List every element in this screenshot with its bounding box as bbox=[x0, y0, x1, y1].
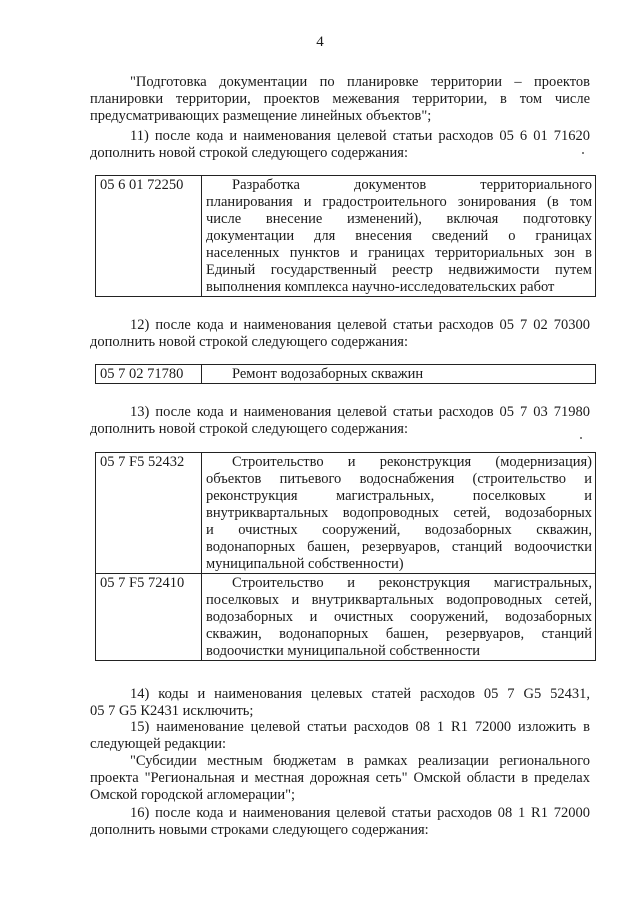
text-line: выполнения комплекса научно-исследовательских работ bbox=[206, 279, 555, 295]
name-cell bbox=[202, 574, 596, 661]
text-line: 13) после кода и наименования целевой статьи расходов 05 7 03 71980 bbox=[130, 404, 590, 420]
text-line: проекта "Региональная и местная дорожная сеть" Омской области в пределах bbox=[90, 770, 590, 786]
page-number: 4 bbox=[316, 34, 324, 50]
text-line: муниципальной собственности) bbox=[206, 556, 404, 572]
text-line: Строительство и реконструкция магистральных, bbox=[232, 575, 592, 591]
amendment-item-13 bbox=[90, 404, 590, 438]
amendment-item-16 bbox=[90, 805, 590, 839]
text-line: и очистных сооружений, водозаборных скважин, bbox=[206, 522, 592, 538]
amendment-item-11 bbox=[90, 128, 590, 162]
code-cell: 05 7 F5 52432 bbox=[96, 453, 202, 574]
text-line: предусматривающих размещение линейных объектов"; bbox=[90, 108, 432, 124]
text-line: Ремонт водозаборных скважин bbox=[232, 366, 424, 382]
text-line: Омской городской агломерации"; bbox=[90, 787, 296, 803]
text-line: 11) после кода и наименования целевой статьи расходов 05 6 01 71620 bbox=[130, 128, 590, 144]
text-line: населенных пунктов и границах территориальных зон в bbox=[206, 245, 592, 261]
text-line: внутриквартальных водопроводных сетей, водозаборных bbox=[206, 505, 592, 521]
text-line: скважин, водонапорных башен, резервуаров, станций bbox=[206, 626, 592, 642]
text-line: водонапорных башен, резервуаров, станций водоочистки bbox=[206, 539, 592, 555]
scan-speck bbox=[582, 152, 584, 154]
text-line: дополнить новыми строками следующего содержания: bbox=[90, 822, 429, 838]
table-row bbox=[96, 176, 596, 297]
text-line: планировки территории, проектов межевания территории, в том числе bbox=[90, 91, 590, 107]
text-line: дополнить новой строкой следующего содержания: bbox=[90, 421, 409, 437]
quoted-target-article-1 bbox=[90, 74, 590, 125]
name-cell bbox=[202, 365, 596, 384]
code-table-1 bbox=[95, 175, 596, 297]
text-line: дополнить новой строкой следующего содержания: bbox=[90, 145, 409, 161]
text-line: числе внесение изменений), включая подготовку bbox=[206, 211, 592, 227]
text-line: Разработка документов территориального bbox=[232, 177, 592, 193]
text-line: 15) наименование целевой статьи расходов 08 1 R1 72000 изложить в bbox=[130, 719, 590, 735]
text-line: объектов питьевого водоснабжения (строительство и bbox=[206, 471, 592, 487]
text-line: "Подготовка документации по планировке территории – проектов bbox=[130, 74, 590, 90]
text-line: дополнить новой строкой следующего содержания: bbox=[90, 334, 409, 350]
text-line: водозаборных и очистных сооружений, водозаборных bbox=[206, 609, 592, 625]
text-line: 14) коды и наименования целевых статей расходов 05 7 G5 52431, bbox=[130, 686, 590, 702]
table-row bbox=[96, 574, 596, 661]
amendment-item-15 bbox=[90, 719, 590, 753]
name-cell bbox=[202, 453, 596, 574]
text-line: поселковых и внутриквартальных водопроводных сетей, bbox=[206, 592, 592, 608]
text-line: планирования и градостроительного зонирования (в том bbox=[206, 194, 592, 210]
code-cell: 05 6 01 72250 bbox=[96, 176, 202, 297]
text-line: Строительство и реконструкция (модернизация) bbox=[232, 454, 592, 470]
text-line: реконструкция магистральных, поселковых и bbox=[206, 488, 592, 504]
amendment-item-12 bbox=[90, 317, 590, 351]
code-table-3 bbox=[95, 452, 596, 661]
code-cell: 05 7 02 71780 bbox=[96, 365, 202, 384]
table-row bbox=[96, 453, 596, 574]
quoted-target-article-2 bbox=[90, 753, 590, 804]
text-line: 12) после кода и наименования целевой статьи расходов 05 7 02 70300 bbox=[130, 317, 590, 333]
scan-speck bbox=[580, 437, 582, 439]
text-line: "Субсидии местным бюджетам в рамках реализации регионального bbox=[130, 753, 590, 769]
code-cell: 05 7 F5 72410 bbox=[96, 574, 202, 661]
amendment-item-14 bbox=[90, 686, 590, 720]
code-table-2 bbox=[95, 364, 596, 384]
text-line: Единый государственный реестр недвижимости путем bbox=[206, 262, 592, 278]
text-line: водоочистки муниципальной собственности bbox=[206, 643, 481, 659]
table-row bbox=[96, 365, 596, 384]
name-cell bbox=[202, 176, 596, 297]
text-line: следующей редакции: bbox=[90, 736, 227, 752]
text-line: 05 7 G5 К2431 исключить; bbox=[90, 703, 254, 719]
text-line: 16) после кода и наименования целевой статьи расходов 08 1 R1 72000 bbox=[130, 805, 590, 821]
text-line: документации для внесения сведений о границах bbox=[206, 228, 592, 244]
